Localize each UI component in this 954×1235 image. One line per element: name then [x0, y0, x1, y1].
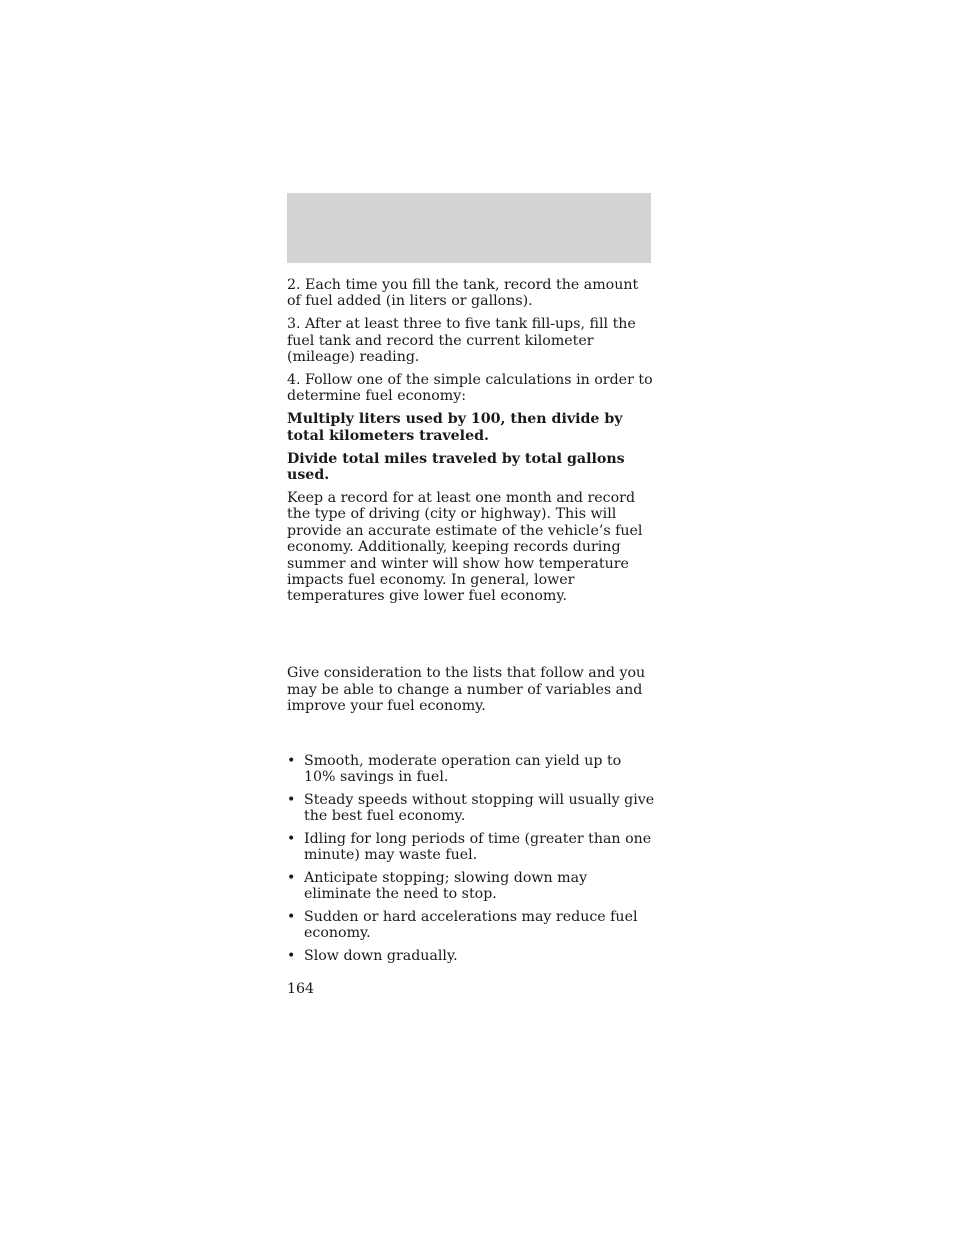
tip-text: Steady speeds without stopping will usually give the best fuel economy. [304, 792, 655, 825]
bullet-icon: • [287, 948, 296, 965]
list-item [287, 948, 655, 964]
bullet-icon: • [287, 753, 296, 770]
bullet-icon: • [287, 909, 296, 926]
tip-text: Idling for long periods of time (greater than one minute) may waste fuel. [304, 831, 652, 864]
bullet-icon: • [287, 870, 296, 887]
bullet-icon: • [287, 831, 296, 848]
section-header-band [287, 193, 651, 263]
imperial-formula: Divide total miles traveled by total gallons used. [287, 450, 625, 484]
step-2: 2. Each time you fill the tank, record the amount of fuel added (in liters or gallons). [287, 277, 639, 310]
list-item [287, 909, 655, 942]
list-item [287, 792, 655, 825]
tip-text: Slow down gradually. [304, 948, 458, 965]
section-spacer [287, 611, 655, 665]
tip-text: Smooth, moderate operation can yield up to 10% savings in fuel. [304, 753, 622, 786]
consideration-paragraph: Give consideration to the lists that follow and you may be able to change a number of variables and improve your fuel economy. [287, 665, 646, 715]
list-item [287, 753, 655, 786]
tip-text: Sudden or hard accelerations may reduce fuel economy. [304, 909, 638, 942]
step-4: 4. Follow one of the simple calculations in order to determine fuel economy: [287, 372, 653, 405]
list-item [287, 831, 655, 864]
metric-formula: Multiply liters used by 100, then divide by total kilometers traveled. [287, 411, 623, 444]
bullet-icon: • [287, 792, 296, 809]
tip-text: Anticipate stopping; slowing down may eliminate the need to stop. [304, 870, 588, 903]
page-body [287, 277, 655, 971]
driving-tips-list [287, 753, 655, 964]
record-keeping-paragraph: Keep a record for at least one month and record the type of driving (city or highway). This will provide an accurate estimate of the vehicle’s fuel economy. Additionally, keeping records during summer and winter will show how temperature impacts fuel economy. In general, lower temperatures give lower fuel economy. [287, 489, 643, 605]
step-3: 3. After at least three to five tank fill-ups, fill the fuel tank and record the current kilometer (mileage) reading. [287, 316, 636, 366]
list-item [287, 870, 655, 903]
list-spacer [287, 721, 655, 753]
page-number: 164 [287, 981, 315, 997]
